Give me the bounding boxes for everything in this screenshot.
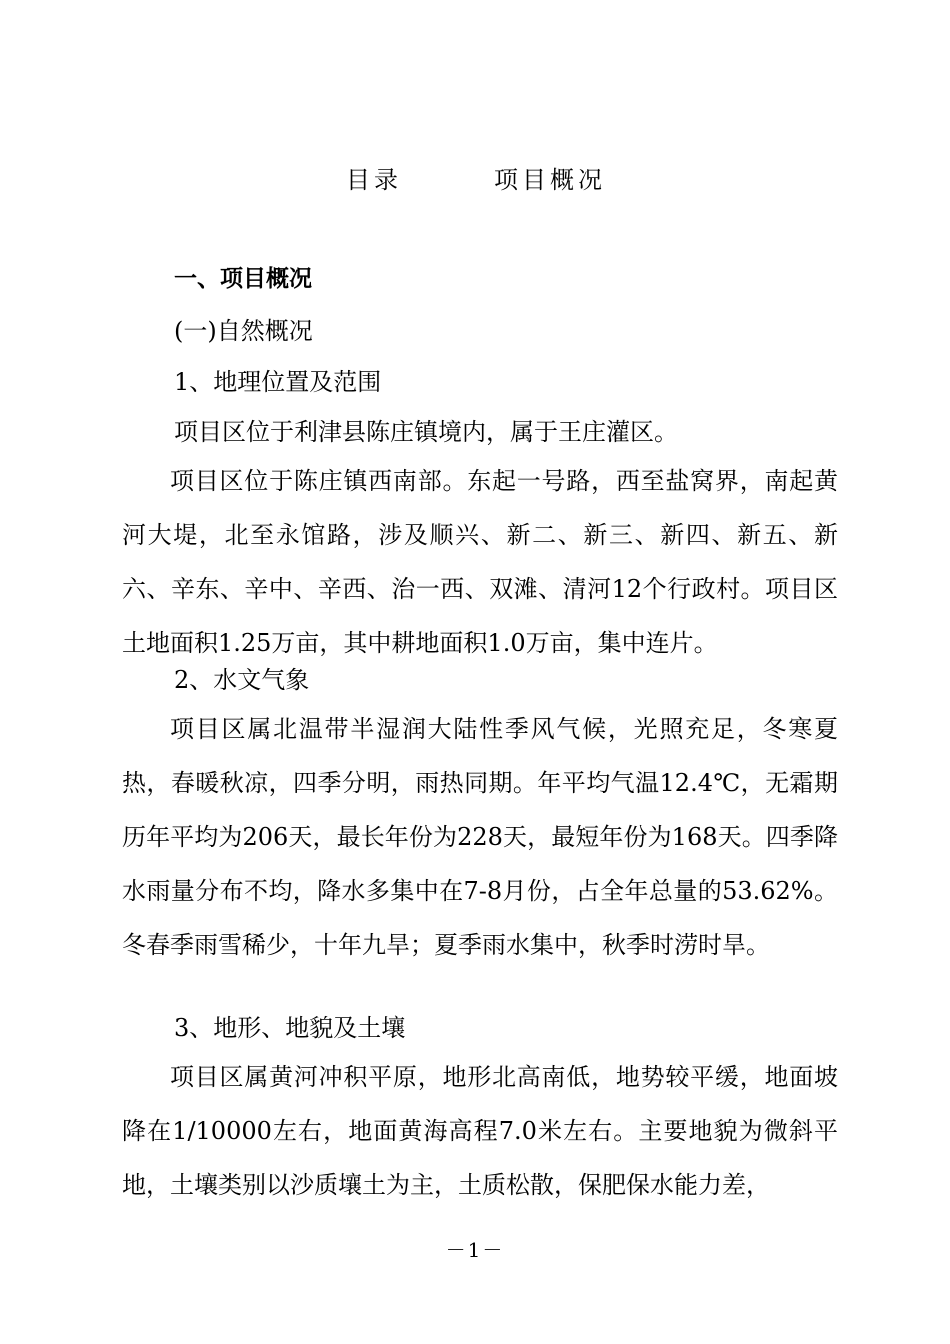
section-3-title: 3、地形、地貌及土壤: [174, 1014, 406, 1042]
title-right-text: 项目概况: [494, 166, 606, 194]
page-number: －1－: [445, 1238, 505, 1262]
sub-heading: (一)自然概况: [174, 317, 313, 345]
section-1-paragraph-1: 项目区位于利津县陈庄镇境内，属于王庄灌区。: [174, 418, 678, 446]
section-1-paragraph-2: 项目区位于陈庄镇西南部。东起一号路，西至盐窝界，南起黄河大堤，北至永馆路，涉及顺兴、新二、新三、新四、新五、新六、辛东、辛中、辛西、治一西、双滩、清河12个行政村。项目区土地面积1.25万亩，其中耕地面积1.0万亩，集中连片。: [122, 467, 838, 657]
section-1-title: 1、地理位置及范围: [174, 368, 382, 396]
section-2-paragraph-1: 项目区属北温带半湿润大陆性季风气候，光照充足，冬寒夏热，春暖秋凉，四季分明，雨热同期。年平均气温12.4℃，无霜期历年平均为206天，最长年份为228天，最短年份为168天。四季降水雨量分布不均，降水多集中在7-8月份，占全年总量的53.62%。冬春季雨雪稀少，十年九旱；夏季雨水集中，秋季时涝时旱。: [122, 715, 838, 959]
section-2-title: 2、水文气象: [174, 666, 310, 694]
title-left-text: 目录: [346, 166, 402, 194]
main-heading: 一、项目概况: [174, 266, 312, 292]
document-title: [0, 160, 950, 200]
section-3-paragraph-1: 项目区属黄河冲积平原，地形北高南低，地势较平缓，地面坡降在1/10000左右，地面黄海高程7.0米左右。主要地貌为微斜平地，土壤类别以沙质壤土为主，土质松散，保肥保水能力差，: [122, 1063, 838, 1199]
